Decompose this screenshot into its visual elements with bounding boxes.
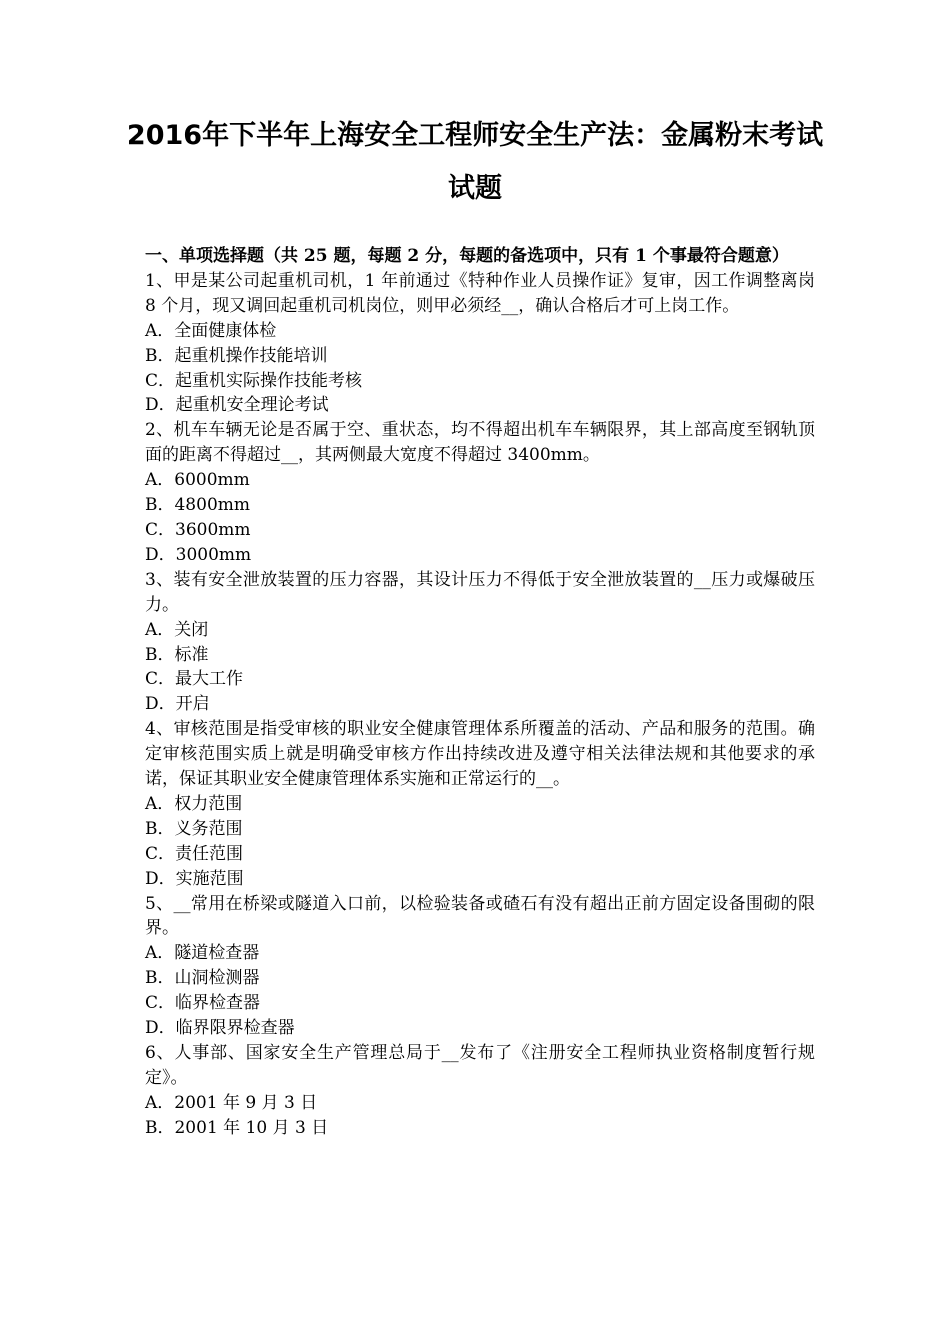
option-b: B．标准 [145,644,209,665]
option-c: C．3600mm [145,519,251,540]
option-a: A．2001 年 9 月 3 日 [145,1092,318,1113]
question-5 [145,892,815,1041]
option-c: C．起重机实际操作技能考核 [145,370,363,391]
option-c: C．最大工作 [145,669,244,690]
question-text: 3、装有安全泄放装置的压力容器，其设计压力不得低于安全泄放装置的__压力或爆破压力。 [145,569,815,615]
document-body [145,244,815,1141]
question-3 [145,568,815,717]
option-c: C．责任范围 [145,843,244,864]
question-text: 5、__常用在桥梁或隧道入口前，以检验装备或碴石有没有超出正前方固定设备围砌的限界。 [145,893,815,939]
option-d: D．起重机安全理论考试 [145,395,329,416]
document-title-line-2: 试题 [448,173,502,204]
question-4 [145,717,815,891]
option-a: A．关闭 [145,619,209,640]
option-d: D．临界限界检查器 [145,1018,295,1039]
option-a: A．隧道检查器 [145,943,260,964]
option-b: B．4800mm [145,495,250,516]
question-text: 4、审核范围是指受审核的职业安全健康管理体系所覆盖的活动、产品和服务的范围。确定审核范围实质上就是明确受审核方作出持续改进及遵守相关法律法规和其他要求的承诺，保证其职业安全健康管理体系实施和正常运行的__。 [145,719,815,790]
option-d: D．实施范围 [145,868,244,889]
option-d: D．开启 [145,694,210,715]
section-heading: 一、单项选择题（共 25 题，每题 2 分，每题的备选项中，只有 1 个事最符合题意） [145,246,789,266]
option-b: B．起重机操作技能培训 [145,345,328,366]
question-1 [145,269,815,418]
question-text: 1、甲是某公司起重机司机，1 年前通过《特种作业人员操作证》复审，因工作调整离岗 8 个月，现又调回起重机司机岗位，则甲必须经__，确认合格后才可上岗工作。 [145,270,815,316]
question-text: 6、人事部、国家安全生产管理总局于__发布了《注册安全工程师执业资格制度暂行规定》。 [145,1043,815,1088]
option-c: C．临界检查器 [145,993,261,1014]
option-a: A．权力范围 [145,793,243,814]
option-d: D．3000mm [145,544,252,565]
option-b: B．2001 年 10 月 3 日 [145,1117,329,1138]
question-6 [145,1041,815,1141]
question-2 [145,418,815,567]
option-a: A．6000mm [145,470,250,491]
option-a: A．全面健康体检 [145,320,277,341]
question-text: 2、机车车辆无论是否属于空、重状态，均不得超出机车车辆限界，其上部高度至钢轨顶面的距离不得超过__，其两侧最大宽度不得超过 3400mm。 [145,420,815,466]
option-b: B．义务范围 [145,818,243,839]
option-b: B．山洞检测器 [145,968,260,989]
document-title-line-1: 2016年下半年上海安全工程师安全生产法：金属粉末考试 [126,120,824,151]
